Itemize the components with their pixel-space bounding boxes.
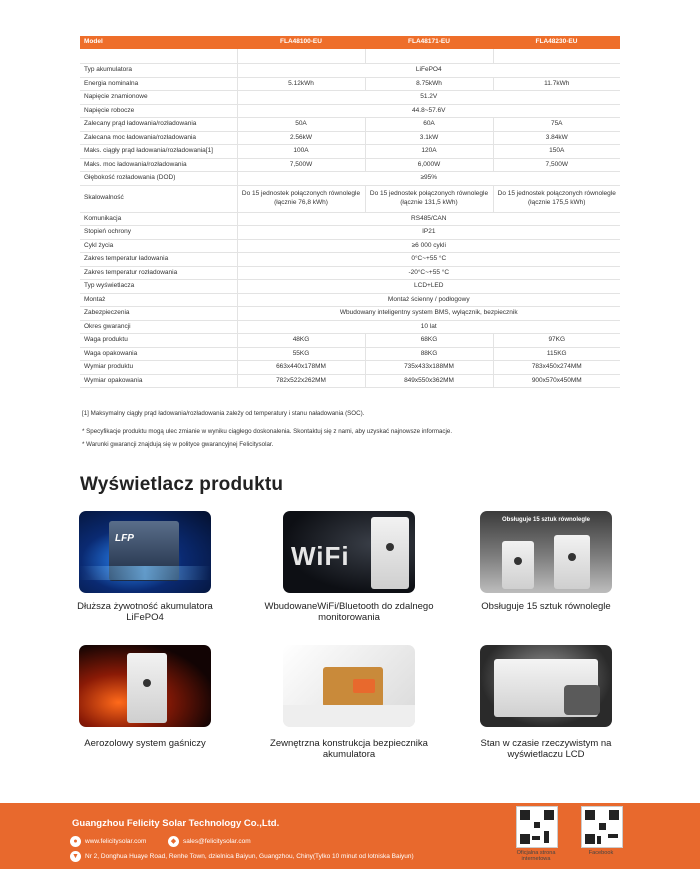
spec-row [80, 131, 620, 145]
spec-table [80, 36, 620, 388]
spec-value: 663x440x178MM [237, 361, 365, 375]
location-pin-icon: ▼ [70, 851, 81, 862]
spec-value: 7,500W [493, 158, 620, 172]
spec-row [80, 77, 620, 91]
spec-value: Do 15 jednostek połączonych równolegle (łącznie 131,5 kWh) [365, 185, 493, 212]
parallel-image [480, 511, 612, 593]
footer-address [70, 851, 414, 862]
spec-row [80, 361, 620, 375]
wifi-label: WiFi [291, 541, 350, 571]
spec-value: 10 lat [237, 320, 620, 334]
spec-value: 735x433x188MM [365, 361, 493, 375]
address-text: Nr 2, Donghua Huaye Road, Renhe Town, dzielnica Baiyun, Guangzhou, Chiny(Tylko 10 minut od lotniska Baiyun) [85, 853, 414, 860]
spec-row [80, 293, 620, 307]
spec-label: Zakres temperatur rozładowania [80, 266, 237, 280]
fuse-image [283, 645, 415, 727]
spec-label: Komunikacja [80, 212, 237, 226]
spec-label: Zabezpieczenia [80, 307, 237, 321]
spec-label: Typ akumulatora [80, 64, 237, 78]
spec-value: 150A [493, 145, 620, 159]
model-fla48171: FLA48171-EU [365, 36, 493, 49]
spec-value: ≥95% [237, 172, 620, 186]
model-fla48100: FLA48100-EU [237, 36, 365, 49]
spec-label: Maks. ciągły prąd ładowania/rozładowania[1] [80, 145, 237, 159]
spec-row [80, 374, 620, 388]
feature-lcd [461, 645, 631, 761]
feature-wifi [264, 511, 434, 624]
lcd-image [480, 645, 612, 727]
footnote: [1] Maksymalny ciągły prąd ładowania/rozładowania zależy od temperatury i stanu naładowania (SOC). [82, 410, 365, 417]
spec-value: LiFePO4 [237, 64, 620, 78]
spec-value: 7,500W [237, 158, 365, 172]
model-header: Model [80, 36, 237, 49]
spec-label: Wymiar produktu [80, 361, 237, 375]
note-warranty: * Warunki gwarancji znajdują się w polityce gwarancyjnej Felicitysolar. [82, 441, 274, 448]
qr-code-facebook[interactable] [581, 806, 623, 848]
footer-email[interactable] [168, 836, 251, 847]
spec-value: 849x550x362MM [365, 374, 493, 388]
spec-label: Maks. moc ładowania/rozładowania [80, 158, 237, 172]
qr-label-website: Oficjalna strona internetowa [516, 850, 556, 863]
spec-value: ≥6 000 cykli [237, 239, 620, 253]
spec-label: Waga produktu [80, 334, 237, 348]
spec-value: 900x570x450MM [493, 374, 620, 388]
spec-label: Zalecany prąd ładowania/rozładowania [80, 118, 237, 132]
spec-body [80, 49, 620, 388]
spec-label: Energia nominalna [80, 77, 237, 91]
spec-row [80, 320, 620, 334]
feature-caption-fire: Aerozolowy system gaśniczy [84, 738, 206, 749]
spec-value: RS485/CAN [237, 212, 620, 226]
qr-label-facebook: Facebook [588, 850, 614, 856]
spec-value: 55KG [237, 347, 365, 361]
spec-value: LCD+LED [237, 280, 620, 294]
footer-website[interactable] [70, 836, 146, 847]
spec-value: 782x522x262MM [237, 374, 365, 388]
note-spec-change: * Specyfikacje produktu mogą ulec zmianie w wyniku ciągłego doskonalenia. Skontaktuj się z nami, aby uzyskać najnowsze informacje. [82, 428, 453, 435]
spec-label: Okres gwarancji [80, 320, 237, 334]
feature-caption-wifi: WbudowaneWiFi/Bluetooth do zdalnego monitorowania [264, 601, 434, 623]
lfp-label: LFP [115, 533, 134, 544]
spec-value: 97KG [493, 334, 620, 348]
spec-row [80, 347, 620, 361]
inverter-shape [371, 517, 409, 589]
spec-row [80, 118, 620, 132]
spec-row [80, 266, 620, 280]
fire-image [79, 645, 211, 727]
spec-label: Zalecana moc ładowania/rozładowania [80, 131, 237, 145]
spec-value: 3.1kW [365, 131, 493, 145]
spec-header-row [80, 36, 620, 49]
feature-fuse [264, 645, 434, 761]
spec-value: 783x450x274MM [493, 361, 620, 375]
parallel-image-text: Obsługuje 15 sztuk równolegle [501, 517, 591, 523]
spec-row [80, 226, 620, 240]
feature-caption-fuse: Zewnętrzna konstrukcja bezpiecznika akumulatora [270, 738, 428, 760]
spec-label: Stopień ochrony [80, 226, 237, 240]
spec-row [80, 172, 620, 186]
wifi-image [283, 511, 415, 593]
spec-row [80, 239, 620, 253]
spec-value: 75A [493, 118, 620, 132]
spec-row [80, 145, 620, 159]
spec-row [80, 307, 620, 321]
spec-label: Montaż [80, 293, 237, 307]
company-name: Guangzhou Felicity Solar Technology Co.,Ltd. [72, 818, 280, 829]
spec-value: Montaż ścienny / podłogowy [237, 293, 620, 307]
feature-caption-lifepo4: Dłuższa żywotność akumulatora LiFePO4 [77, 601, 213, 623]
website-link[interactable]: www.felicitysolar.com [85, 838, 147, 845]
spec-value: Do 15 jednostek połączonych równolegle (łącznie 175,5 kWh) [493, 185, 620, 212]
spec-value: IP21 [237, 226, 620, 240]
spec-value: 6,000W [365, 158, 493, 172]
globe-icon: ● [70, 836, 81, 847]
spec-value: 100A [237, 145, 365, 159]
spec-value: 88KG [365, 347, 493, 361]
spec-label: Głębokość rozładowania (DOD) [80, 172, 237, 186]
spec-label: Skalowalność [80, 185, 237, 212]
spec-value: 68KG [365, 334, 493, 348]
spec-label: Cykl życia [80, 239, 237, 253]
spec-value: 115KG [493, 347, 620, 361]
spec-row [80, 334, 620, 348]
spec-label: Typ wyświetlacza [80, 280, 237, 294]
spec-value: 120A [365, 145, 493, 159]
spec-row [80, 253, 620, 267]
spec-row [80, 280, 620, 294]
spec-value: 50A [237, 118, 365, 132]
spec-row [80, 91, 620, 105]
spec-value: 2.56kW [237, 131, 365, 145]
spec-value: 3.84kW [493, 131, 620, 145]
email-link[interactable]: sales@felicitysolar.com [183, 838, 251, 845]
spec-label: Napięcie znamionowe [80, 91, 237, 105]
qr-code-website[interactable] [516, 806, 558, 848]
spec-row [80, 185, 620, 212]
spacer-row [80, 49, 620, 64]
feature-lifepo4 [60, 511, 230, 624]
spec-value: Do 15 jednostek połączonych równolegle (łącznie 76,8 kWh) [237, 185, 365, 212]
spec-value: 51.2V [237, 91, 620, 105]
spec-row [80, 104, 620, 118]
feature-caption-parallel: Obsługuje 15 sztuk równolegle [481, 601, 611, 612]
user-icon: ◆ [168, 836, 179, 847]
feature-parallel [461, 511, 631, 613]
spec-value: 0°C~+55 °C [237, 253, 620, 267]
model-fla48230: FLA48230-EU [493, 36, 620, 49]
spec-row [80, 64, 620, 78]
spec-value: Wbudowany inteligentny system BMS, wyłącznik, bezpiecznik [237, 307, 620, 321]
lfp-battery-image [79, 511, 211, 593]
spec-value: 60A [365, 118, 493, 132]
spec-value: 44.8~57.6V [237, 104, 620, 118]
spec-row [80, 158, 620, 172]
spec-value: 5.12kWh [237, 77, 365, 91]
spec-label: Napięcie robocze [80, 104, 237, 118]
spec-value: -20°C~+55 °C [237, 266, 620, 280]
spec-row [80, 212, 620, 226]
spec-value: 8.75kWh [365, 77, 493, 91]
section-title: Wyświetlacz produktu [80, 474, 284, 495]
spec-value: 48KG [237, 334, 365, 348]
spec-label: Wymiar opakowania [80, 374, 237, 388]
feature-caption-lcd: Stan w czasie rzeczywistym na wyświetlaczu LCD [480, 738, 612, 760]
spec-label: Zakres temperatur ładowania [80, 253, 237, 267]
spec-label: Waga opakowania [80, 347, 237, 361]
spec-value: 11.7kWh [493, 77, 620, 91]
feature-fire-suppression [60, 645, 230, 750]
inverter-shape [127, 653, 167, 723]
